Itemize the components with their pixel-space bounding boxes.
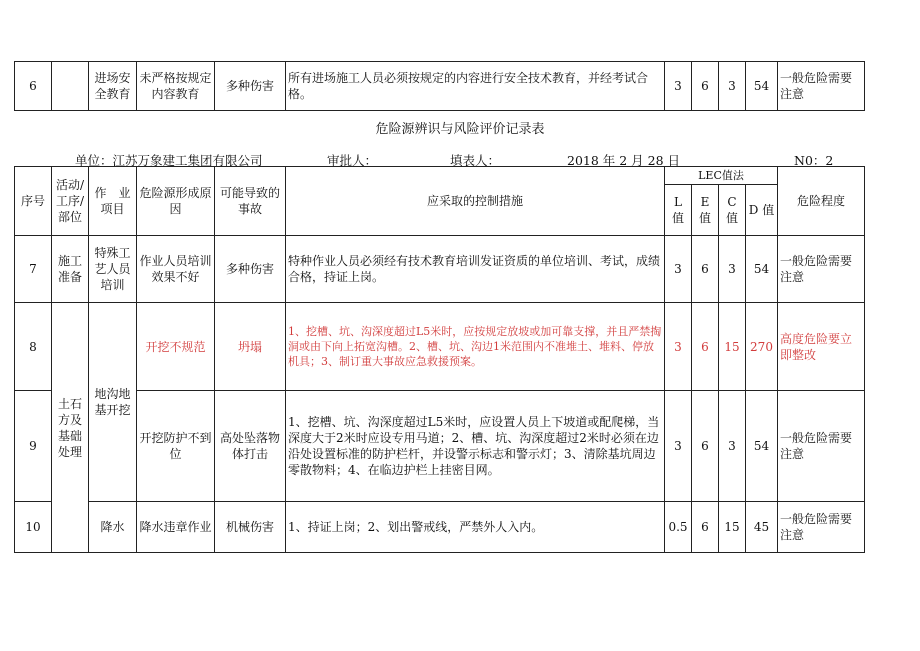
row-accident: 坍塌 [215,303,286,391]
row-d: 54 [746,391,778,502]
row-no: 9 [15,391,52,502]
row-level: 高度危险要立即整改 [778,303,865,391]
row-l: 3 [665,236,692,303]
row-l: 0.5 [665,502,692,553]
row-measures: 特种作业人员必须经有技术教育培训发证资质的单位培训、考试，成绩合格，持证上岗。 [286,236,665,303]
header-c: C 值 [719,185,746,236]
row-l: 3 [665,303,692,391]
row-activity: 施工准备 [52,236,89,303]
row-accident: 高处坠落物体打击 [215,391,286,502]
table-row [15,303,865,391]
row-activity [52,62,89,111]
row-hazard-cause: 降水违章作业 [137,502,215,553]
table-row [15,391,865,502]
group-activity: 土石方及基础处理 [52,303,89,553]
row-accident: 多种伤害 [215,62,286,111]
row-c: 3 [719,62,746,111]
header-l: L 值 [665,185,692,236]
risk-assessment-table [14,166,865,553]
row-d: 54 [746,62,778,111]
table-row [15,502,865,553]
row-accident: 机械伤害 [215,502,286,553]
table-row [15,236,865,303]
row-e: 6 [692,236,719,303]
row-measures: 所有进场施工人员必须按规定的内容进行安全技术教育，并经考试合格。 [286,62,665,111]
row-accident: 多种伤害 [215,236,286,303]
row-e: 6 [692,303,719,391]
row-hazard-cause: 开挖不规范 [137,303,215,391]
unit-label: 单位：江苏万象建工集团有限公司 [75,153,263,168]
row-c: 15 [719,502,746,553]
row-level: 一般危险需要注意 [778,236,865,303]
table-row [15,62,865,111]
header-accident: 可能导致的事故 [215,167,286,236]
row-hazard-cause: 作业人员培训效果不好 [137,236,215,303]
header-no: 序号 [15,167,52,236]
header-measures: 应采取的控制措施 [286,167,665,236]
row-l: 3 [665,391,692,502]
row-measures: 1、持证上岗；2、划出警戒线，严禁外人入内。 [286,502,665,553]
row-no: 10 [15,502,52,553]
row-d: 54 [746,236,778,303]
row-no: 8 [15,303,52,391]
row-e: 6 [692,391,719,502]
row-level: 一般危险需要注意 [778,502,865,553]
header-level: 危险程度 [778,167,865,236]
row-l: 3 [665,62,692,111]
row-hazard-cause: 未严格按规定内容教育 [137,62,215,111]
row-no: 7 [15,236,52,303]
row-work-item: 特殊工艺人员培训 [89,236,137,303]
row-work-item: 降水 [89,502,137,553]
header-hazard-cause: 危险源形成原因 [137,167,215,236]
form-number: N0：2 [794,153,834,168]
group-work-item: 地沟地基开挖 [89,303,137,502]
date-label: 2018 年 2 月 28 日 [567,153,681,168]
row-measures: 1、挖槽、坑、沟深度超过L5米时，应设置人员上下坡道或配爬梯，当深度大于2米时应设专用马道；2、槽、坑、沟深度超过2米时必须在边沿处设置标准的防护栏杆，并设警示标志和警示灯；3、清除基坑周边零散物料；4、在临边护栏上挂密目网。 [286,391,665,502]
row-hazard-cause: 开挖防护不到位 [137,391,215,502]
row-d: 45 [746,502,778,553]
row-c: 3 [719,391,746,502]
row-c: 15 [719,303,746,391]
row-d: 270 [746,303,778,391]
row-level: 一般危险需要注意 [778,391,865,502]
filler-label: 填表人： [450,153,501,168]
header-d: D 值 [746,185,778,236]
row-level: 一般危险需要注意 [778,62,865,111]
row-c: 3 [719,236,746,303]
top-fragment-table [14,61,865,111]
header-work-item: 作 业项目 [89,167,137,236]
row-e: 6 [692,502,719,553]
approver-label: 审批人： [327,153,378,168]
header-row [15,167,865,185]
header-e: E 值 [692,185,719,236]
row-work-item: 进场安全教育 [89,62,137,111]
header-activity: 活动/工序/部位 [52,167,89,236]
header-lec: LEC值法 [665,167,778,185]
row-e: 6 [692,62,719,111]
form-title: 危险源辨识与风险评价记录表 [375,122,545,137]
row-measures: 1、挖槽、坑、沟深度超过L5米时，应按规定放坡或加可靠支撑，并且严禁掏洞或由下向上拓宽沟槽。2、槽、坑、沟边1米范围内不准堆土、堆料、停放机具；3、制订重大事故应急救援预案。 [286,303,665,391]
row-no: 6 [15,62,52,111]
